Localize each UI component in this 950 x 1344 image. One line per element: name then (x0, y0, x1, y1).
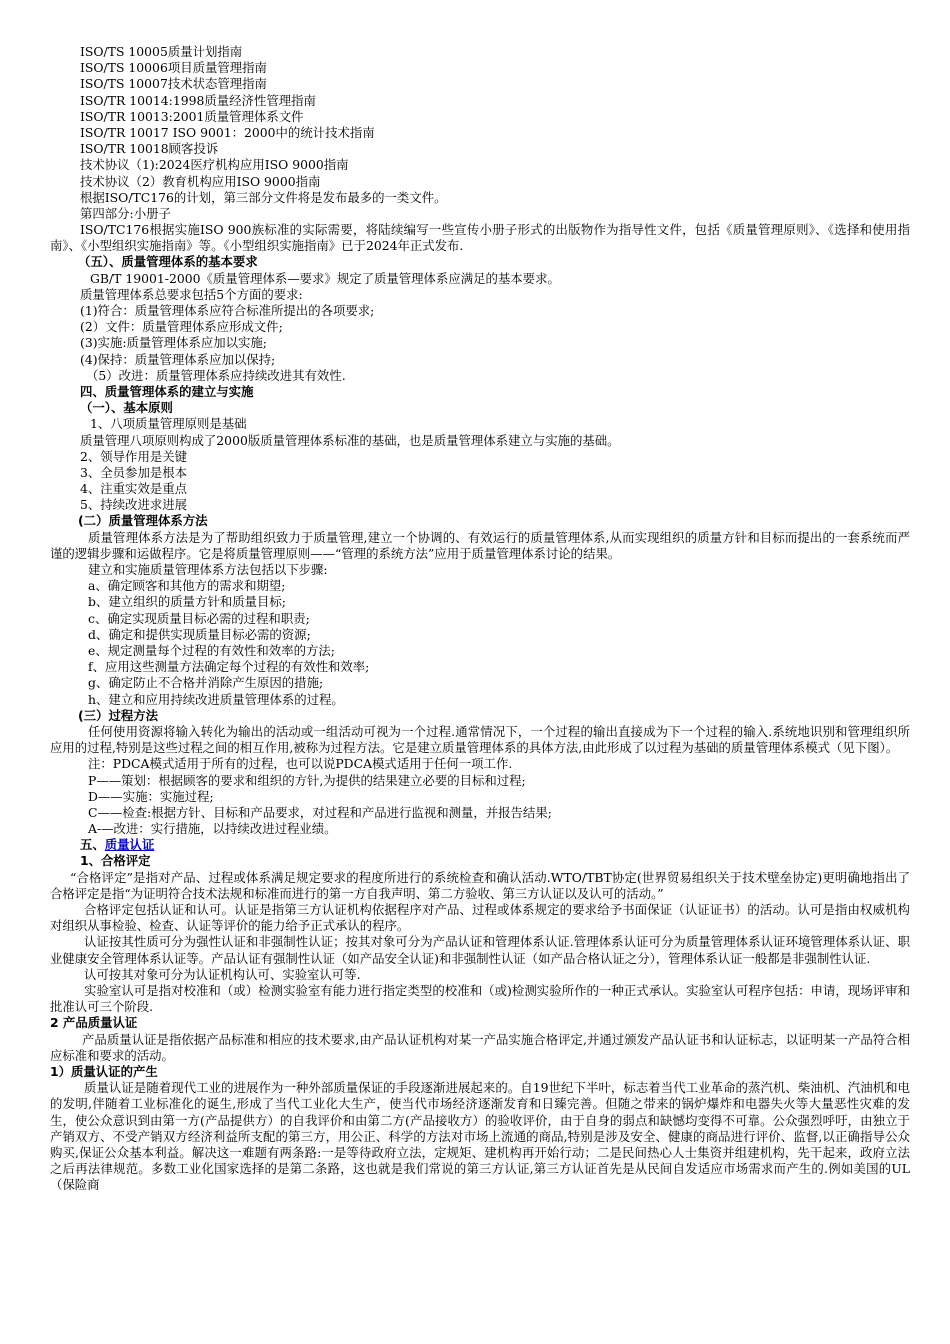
paragraph: ISO/TC176根据实施ISO 900族标准的实际需要，将陆续编写一些宣传小册子形式的出版物作为指导性文件，包括《质量管理原则》、《选择和使用指南》、《小型组织实施指南》等。《小型组织实施指南》已于2024年正式发布. (50, 222, 910, 254)
section-heading: (二）质量管理体系方法 (78, 513, 208, 529)
section-heading: 四、质量管理体系的建立与实施 (80, 383, 254, 399)
list-item: (4)保持：质量管理体系应加以保持; (80, 351, 276, 367)
text-line: GB/T 19001-2000《质量管理体系—要求》规定了质量管理体系应满足的基本要求。 (90, 270, 560, 286)
paragraph: “合格评定”是指对产品、过程或体系满足规定要求的程度所进行的系统检查和确认活动.WTO/TBT协定(世界贸易组织关于技术壁垒协定)更明确地指出了合格评定是指“为证明符合技术法规和标准而进行的第一方自我声明、第二方验收、第三方认证以及认可的活动。” (50, 869, 910, 901)
text-line: 1、八项质量管理原则是基础 (90, 416, 247, 432)
list-item: P——策划：根据顾客的要求和组织的方针,为提供的结果建立必要的目标和过程; (88, 772, 526, 788)
list-item: (3)实施:质量管理体系应加以实施; (80, 335, 267, 351)
list-item: f、应用这些测量方法确定每个过程的有效性和效率; (88, 659, 370, 675)
text-line: ISO/TR 10013:2001质量管理体系文件 (80, 108, 304, 124)
text-line: 建立和实施质量管理体系方法包括以下步骤: (88, 562, 328, 578)
paragraph: 实验室认可是指对校准和（或）检测实验室有能力进行指定类型的校准和（或)检测实验所作的一种正式承认。实验室认可程序包括：申请，现场评审和批准认可三个阶段. (50, 983, 910, 1015)
section-heading: （五）、质量管理体系的基本要求 (78, 254, 258, 270)
section-heading: 1、合格评定 (80, 853, 151, 869)
list-item: 4、注重实效是重点 (80, 481, 188, 497)
list-item: a、确定顾客和其他方的需求和期望; (88, 578, 286, 594)
text-line: 技术协议（1):2024医疗机构应用ISO 9000指南 (80, 157, 349, 173)
text-line: ISO/TS 10005质量计划指南 (80, 44, 243, 59)
document-body (50, 44, 910, 1194)
paragraph: 合格评定包括认证和认可。认证是指第三方认证机构依据程序对产品、过程或体系规定的要求给予书面保证（认证证书）的活动。认可是指由权威机构对组织从事检验、检查、认证等评价的能力给予正式承认的程序。 (50, 902, 910, 934)
section-heading: 2 产品质量认证 (50, 1015, 138, 1031)
list-item: C——检查:根据方针、目标和产品要求，对过程和产品进行监视和测量，并报告结果; (88, 804, 552, 820)
list-item: (1)符合：质量管理体系应符合标准所提出的各项要求; (80, 303, 375, 319)
list-item: A-—改进：实行措施，以持续改进过程业绩。 (88, 821, 337, 837)
text-line: ISO/TS 10006项目质量管理指南 (80, 60, 267, 76)
list-item: e、规定测量每个过程的有效性和效率的方法; (88, 643, 335, 658)
list-item: h、建立和应用持续改进质量管理体系的过程。 (88, 691, 344, 707)
text-line: ISO/TR 10018顾客投诉 (80, 141, 219, 157)
paragraph: 质量管理体系方法是为了帮助组织致力于质量管理,建立一个协调的、有效运行的质量管理体系,从而实现组织的质量方针和目标而提出的一套系统而严谨的逻辑步骤和运做程序。它是将质量管理原则——“管理的系统方法”应用于质量管理体系讨论的结果。 (50, 529, 910, 561)
section-heading (50, 837, 910, 853)
text-line: ISO/TS 10007技术状态管理指南 (80, 76, 267, 92)
list-item: b、建立组织的质量方针和质量目标; (88, 594, 286, 610)
text-line: ISO/TR 10017 ISO 9001：2000中的统计技术指南 (80, 124, 375, 140)
text-line: 质量管理八项原则构成了2000版质量管理体系标准的基础，也是质量管理体系建立与实施的基础。 (80, 432, 620, 448)
text-line: 认可按其对象可分为认证机构认可、实验室认可等. (84, 966, 361, 982)
list-item: (2）文件：质量管理体系应形成文件; (80, 319, 283, 335)
quality-certification-link[interactable]: 质量认证 (104, 837, 155, 853)
section-heading: （一）、基本原则 (80, 400, 173, 416)
list-item: 3、全员参加是根本 (80, 464, 188, 480)
text-line: 根据ISO/TC176的计划，第三部分文件将是发布最多的一类文件。 (80, 189, 447, 205)
paragraph: 认证按其性质可分为强性认证和非强制性认证；按其对象可分为产品认证和管理体系认证.管理体系认证可分为质量管理体系认证环境管理体系认证、职业健康安全管理体系认证等。产品认证有强制性认证（如产品安全认证)和非强制性认证（如产品合格认证之分），管理体系认证一般都是非强制性认证. (50, 934, 910, 966)
section-heading: 1）质量认证的产生 (50, 1064, 158, 1080)
heading-prefix: 五、 (80, 837, 105, 853)
list-item: （5）改进：质量管理体系应持续改进其有效性. (86, 367, 346, 383)
paragraph: 产品质量认证是指依据产品标准和相应的技术要求,由产品认证机构对某一产品实施合格评定,并通过颁发产品认证书和认证标志，以证明某一产品符合相应标准和要求的活动。 (50, 1031, 910, 1063)
list-item: c、确定实现质量目标必需的过程和职责; (88, 610, 310, 626)
section-heading: (三）过程方法 (78, 707, 159, 723)
list-item: 2、领导作用是关键 (80, 448, 188, 464)
text-line: 技术协议（2）教育机构应用ISO 9000指南 (80, 173, 321, 189)
text-line: 质量管理体系总要求包括5个方面的要求: (80, 286, 303, 302)
list-item: d、确定和提供实现质量目标必需的资源; (88, 626, 311, 642)
text-line: ISO/TR 10014:1998质量经济性管理指南 (80, 92, 316, 108)
list-item: g、确定防止不合格并消除产生原因的措施; (88, 675, 324, 691)
text-line: 注：PDCA模式适用于所有的过程，也可以说PDCA模式适用于任何一项工作. (88, 756, 513, 772)
paragraph: 任何使用资源将输入转化为输出的活动或一组活动可视为一个过程.通常情况下，一个过程的输出直接成为下一个过程的输入.系统地识别和管理组织所应用的过程,特别是这些过程之间的相互作用,被称为过程方法。它是建立质量管理体系的具体方法,由此形成了以过程为基础的质量管理体系模式（见下图）。 (50, 723, 910, 756)
paragraph: 质量认证是随着现代工业的进展作为一种外部质量保证的手段逐渐进展起来的。自19世纪下半叶，标志着当代工业革命的蒸汽机、柴油机、汽油机和电的发明,伴随着工业标准化的诞生,形成了当代工业化大生产，使当代市场经济逐渐发育和日臻完善。但随之带来的锅炉爆炸和电器失火等大量恶性灾难的发生，使公众意识到由第一方(产品提供方）的自我评价和由第二方(产品接收方）的验收评价，由于自身的弱点和缺憾均变得不可靠。公众强烈呼吁，由独立于产销双方、不受产销双方经济利益所支配的第三方，用公正、科学的方法对市场上流通的商品,特别是涉及安全、健康的商品进行评价、监督,以正确指导公众购买,保证公众基本利益。解决这一难题有两条路:一是等待政府立法，定规矩、建机构再开始行动；二是民间热心人士集资并组建机构，先干起来，政府立法之后再法律规范。多数工业化国家选择的是第二条路，这也就是我们常说的第三方认证,第三方认证首先是从民间自发适应市场需求而产生的.例如美国的UL（保险商 (50, 1080, 910, 1193)
text-line: 第四部分:小册子 (80, 205, 171, 221)
list-item: 5、持续改进求进展 (80, 497, 188, 513)
list-item: D——实施：实施过程; (88, 788, 214, 804)
